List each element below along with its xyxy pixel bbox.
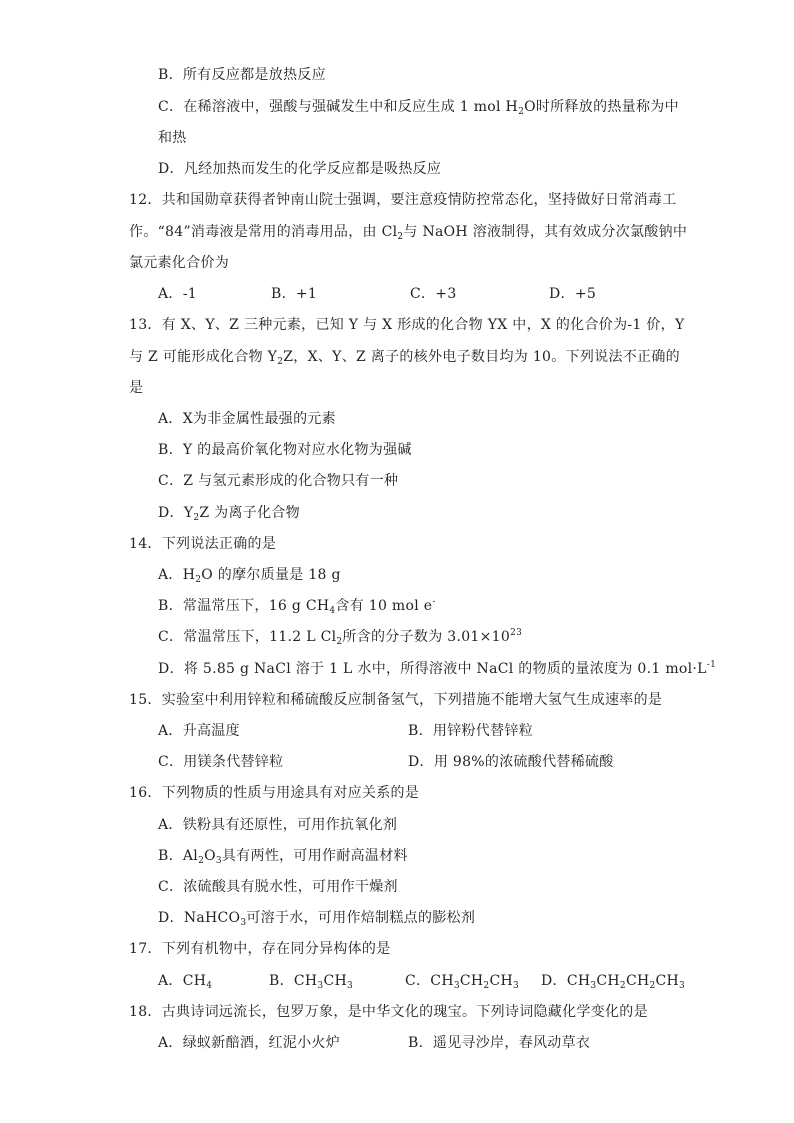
- q18-option-b: B．遥见寻沙岸，春风动草衣: [408, 1035, 591, 1051]
- q14-option-b: B．常温常压下，16 g $CH_4$含有 10 mol e-: [158, 597, 436, 616]
- q16-option-d: D．NaHCO$_3$可溶于水，可用作焙制糕点的膨松剂: [158, 910, 476, 928]
- q16-option-c: C．浓硫酸具有脱水性，可用作干燥剂: [158, 879, 398, 895]
- q12-options: [158, 284, 638, 304]
- q17-stem: 17．下列有机物中，存在同分异构体的是: [129, 941, 391, 957]
- q11-option-d: D．凡经加热而发生的化学反应都是吸热反应: [158, 161, 442, 177]
- q14-option-a: A．$H_2O$ 的摩尔质量是 18 g: [158, 567, 341, 585]
- q14-option-c: C．常温常压下，11.2 L $Cl_2$所含的分子数为 $3.01\times 10^{23}$: [158, 628, 523, 647]
- q14-stem: 14．下列说法正确的是: [129, 536, 277, 552]
- q13-stem-line2: 与 Z 可能形成化合物 $Y_2Z$，X、Y、Z 离子的核外电子数目均为 10。下列说法不正确的: [129, 349, 680, 367]
- q15-option-d: D．用 98%的浓硫酸代替稀硫酸: [408, 754, 614, 770]
- q12-stem-line3: 氯元素化合价为: [129, 255, 230, 271]
- q12-stem-line2: 作。“84”消毒液是常用的消毒用品，由 $Cl_2$与 NaOH 溶液制得，其有效成分次氯酸钠中: [129, 224, 688, 242]
- q12-option-b: B．+1: [271, 286, 318, 302]
- q17-option-a: A．$CH_4$: [158, 973, 213, 991]
- q16-stem: 16．下列物质的性质与用途具有对应关系的是: [129, 785, 420, 801]
- q13-option-c: C．Z 与氢元素形成的化合物只有一种: [158, 473, 399, 489]
- q18-options-row1: [158, 1033, 638, 1053]
- q13-option-b: B．Y 的最高价氧化物对应水化物为强碱: [158, 442, 412, 458]
- q13-stem-line3: 是: [129, 380, 144, 396]
- q15-options-row1: [158, 721, 638, 741]
- q17-options: [158, 971, 686, 991]
- q18-stem: 18．古典诗词远流长，包罗万象，是中华文化的瑰宝。下列诗词隐藏化学变化的是: [129, 1004, 648, 1020]
- q15-options-row2: [158, 752, 638, 772]
- q13-option-a: A．X为非金属性最强的元素: [158, 411, 336, 427]
- q18-option-a: A．绿蚁新醅酒，红泥小火炉: [158, 1035, 341, 1051]
- q12-option-a: A．-1: [158, 286, 197, 302]
- q13-stem-line1: 13．有 X、Y、Z 三种元素，已知 Y 与 X 形成的化合物 YX 中，X 的化合价为-1 价，Y: [129, 317, 685, 333]
- q16-option-a: A．铁粉具有还原性，可用作抗氧化剂: [158, 817, 398, 833]
- q13-option-d: D．$Y_2Z$ 为离子化合物: [158, 505, 300, 523]
- q11-option-b: B．所有反应都是放热反应: [158, 67, 326, 83]
- q17-option-d: D．$CH_3CH_2CH_2CH_3$: [541, 973, 686, 991]
- q17-option-b: B．$CH_3CH_3$: [269, 973, 354, 991]
- q15-stem: 15．实验室中利用锌粒和稀硫酸反应制备氢气，下列措施不能增大氢气生成速率的是: [129, 692, 663, 708]
- q11-option-c-cont: 和热: [158, 130, 187, 146]
- q15-option-c: C．用镁条代替锌粒: [158, 754, 284, 770]
- q12-stem-line1: 12．共和国勋章获得者钟南山院士强调，要注意疫情防控常态化，坚持做好日常消毒工: [129, 192, 677, 208]
- q16-option-b: B．$Al_2O_3$具有两性，可用作耐高温材料: [158, 848, 408, 866]
- q15-option-b: B．用锌粉代替锌粒: [408, 723, 533, 739]
- q15-option-a: A．升高温度: [158, 723, 240, 739]
- q14-option-d: D．将 5.85 g NaCl 溶于 1 L 水中，所得溶液中 NaCl 的物质的量浓度为 0.1 $mol\cdot L^{-1}$: [158, 660, 717, 677]
- q12-option-c: C．+3: [410, 286, 457, 302]
- q11-option-c: C．在稀溶液中，强酸与强碱发生中和反应生成 1 mol $H_2O$时所释放的热量称为中: [158, 99, 679, 117]
- q12-option-d: D．+5: [549, 286, 597, 302]
- q17-option-c: C．$CH_3CH_2CH_3$: [405, 973, 519, 991]
